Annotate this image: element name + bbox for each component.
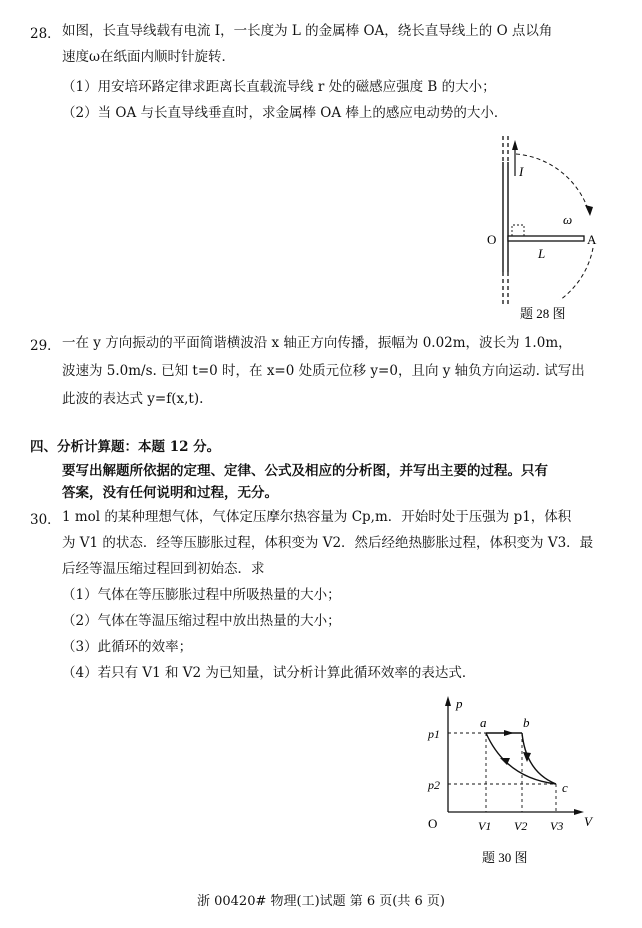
fig28-label-I: I <box>519 164 524 179</box>
fig30-axis-p: p <box>456 696 463 711</box>
fig30-axis-V: V <box>584 814 592 829</box>
fig30-state-b: b <box>523 715 530 730</box>
fig28-label-L: L <box>538 246 546 261</box>
fig28-label-A: A <box>587 232 597 247</box>
fig30-origin-O: O <box>428 816 438 831</box>
q28-text-line1: 如图，长直导线载有电流 I，一长度为 L 的金属棒 OA，绕长直导线上的 O 点以角 <box>62 23 553 39</box>
section4-title: 四、分析计算题：本题 12 分。 <box>30 439 221 455</box>
fig30-label-p1: p1 <box>428 727 440 741</box>
q30-sub3: （3）此循环的效率； <box>62 639 193 655</box>
q29-text-line3: 此波的表达式 y=f(x,t). <box>62 391 204 407</box>
q30-text-line3: 后经等温压缩过程回到初始态．求 <box>62 561 265 577</box>
q30-number: 30． <box>30 512 61 528</box>
q30-text-line1: 1 mol 的某种理想气体，气体定压摩尔热容量为 Cp,m．开始时处于压强为 p1，体积 <box>62 509 572 525</box>
q29-number: 29． <box>30 338 61 354</box>
q28-sub2: （2）当 OA 与长直导线垂直时，求金属棒 OA 棒上的感应电动势的大小． <box>62 105 508 121</box>
fig28-label-O: O <box>487 232 497 247</box>
fig30-state-a: a <box>480 715 487 730</box>
fig28-label-omega: ω <box>563 212 573 227</box>
q30-sub2: （2）气体在等温压缩过程中放出热量的大小； <box>62 613 341 629</box>
fig30-caption: 题 30 图 <box>482 850 528 865</box>
q29-text-line1: 一在 y 方向振动的平面简谐横波沿 x 轴正方向传播，振幅为 0.02m，波长为 1.0m， <box>62 335 572 351</box>
fig30-label-V1: V1 <box>478 819 492 833</box>
q30-text-line2: 为 V1 的状态．经等压膨胀过程，体积变为 V2．然后经绝热膨胀过程，体积变为 V3．最 <box>62 535 594 551</box>
fig30-label-p2: p2 <box>428 778 440 792</box>
fig30-label-V3: V3 <box>550 819 564 833</box>
page-footer: 浙 00420# 物理(工)试题 第 6 页(共 6 页) <box>196 894 445 909</box>
q28-number: 28． <box>30 26 61 42</box>
q28-sub1: （1）用安培环路定律求距离长直载流导线 r 处的磁感应强度 B 的大小； <box>62 79 496 95</box>
q30-sub1: （1）气体在等压膨胀过程中所吸热量的大小； <box>62 587 341 603</box>
q28-text-line2: 速度ω在纸面内顺时针旋转． <box>62 49 236 65</box>
q30-sub4: （4）若只有 V1 和 V2 为已知量，试分析计算此循环效率的表达式． <box>62 665 476 681</box>
fig28-caption: 题 28 图 <box>520 306 566 321</box>
fig30-label-V2: V2 <box>514 819 528 833</box>
fig30-state-c: c <box>562 780 568 795</box>
section4-note-line1: 要写出解题所依据的定理、定律、公式及相应的分析图，并写出主要的过程。只有 <box>62 463 548 479</box>
section4-note-line2: 答案，没有任何说明和过程，无分。 <box>62 485 278 501</box>
q29-text-line2: 波速为 5.0m/s. 已知 t=0 时，在 x=0 处质元位移 y=0，且向 y 轴负方向运动. 试写出 <box>62 363 585 379</box>
